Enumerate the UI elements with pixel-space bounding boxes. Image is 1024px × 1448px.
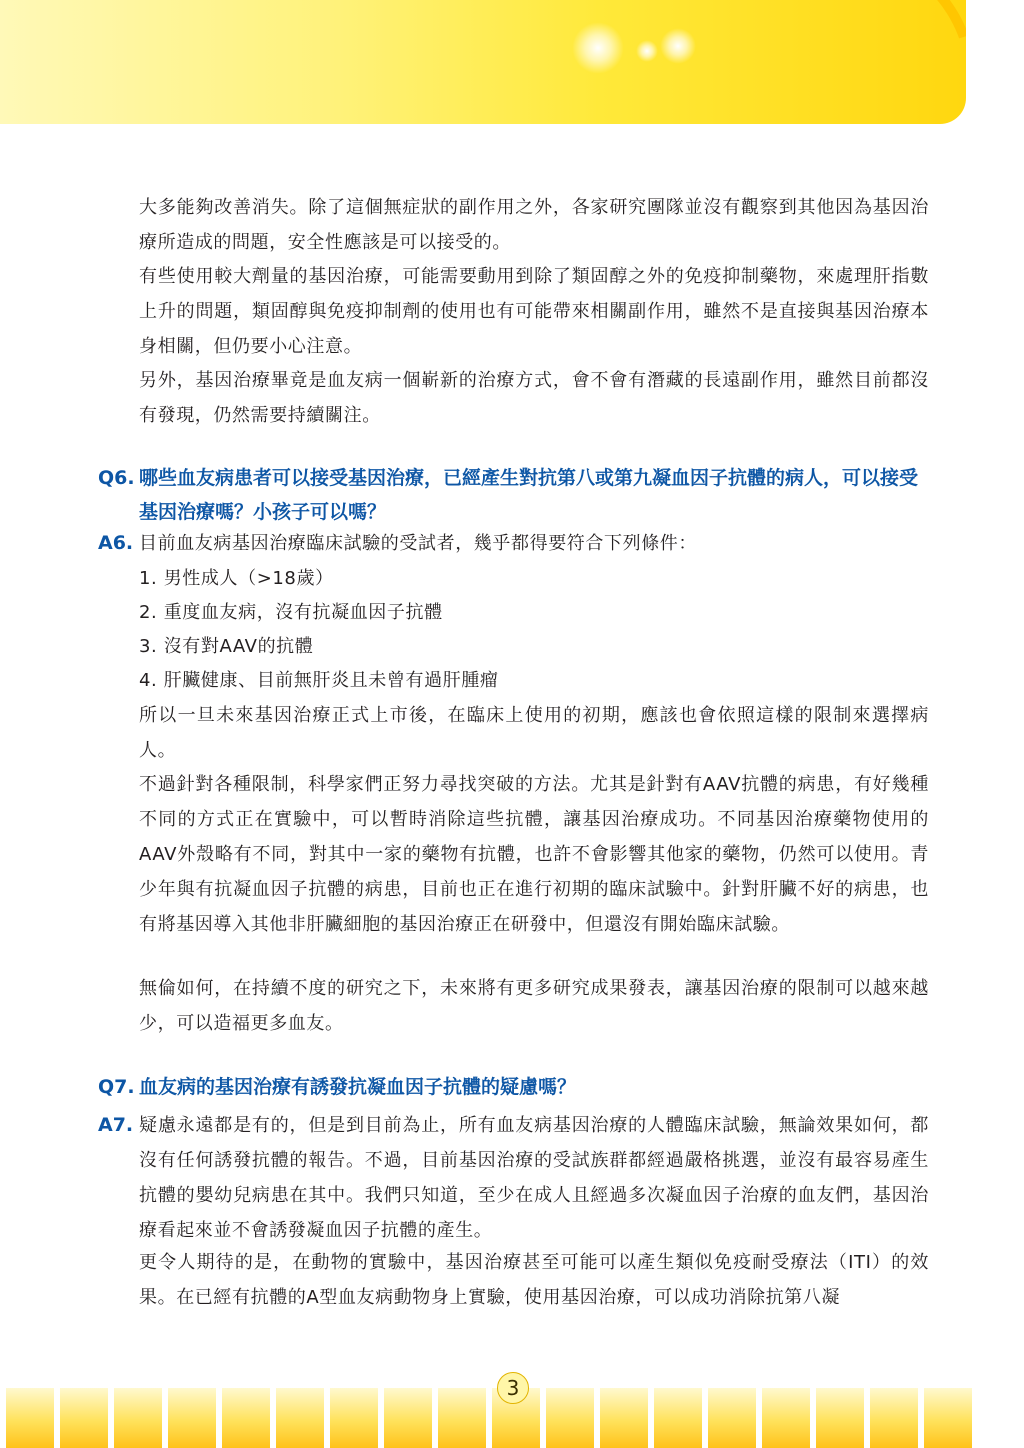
answer-paragraph: 疑慮永遠都是有的，但是到目前為止，所有血友病基因治療的人體臨床試驗，無論效果如何，都沒有任何誘發抗體的報告。不過，目前基因治療的受試族群都經過嚴格挑選，並沒有最容易產生抗體的嬰幼兒病患在其中。我們只知道，至少在成人且經過多次凝血因子治療的血友們，基因治療看起來並不會誘發凝血因子抗體的產生。: [139, 1115, 929, 1241]
footer-stripe: [762, 1388, 810, 1448]
question-text: 血友病的基因治療有誘發抗凝血因子抗體的疑慮嗎？: [139, 1076, 577, 1098]
footer-stripe: [708, 1388, 756, 1448]
footer-stripe: [654, 1388, 702, 1448]
answer-paragraph: 無倫如何，在持續不度的研究之下，未來將有更多研究成果發表，讓基因治療的限制可以越來越少，可以造福更多血友。: [139, 978, 929, 1034]
footer-stripe: [222, 1388, 270, 1448]
continuation-paragraph: 有些使用較大劑量的基因治療，可能需要動用到除了類固醇之外的免疫抑制藥物，來處理肝指數上升的問題，類固醇與免疫抑制劑的使用也有可能帶來相關副作用，雖然不是直接與基因治療本身相關，但仍要小心注意。: [139, 266, 929, 357]
condition-list-item: 2. 重度血友病，沒有抗凝血因子抗體: [139, 602, 443, 623]
footer-stripe: [816, 1388, 864, 1448]
footer-stripe: [6, 1388, 54, 1448]
continuation-paragraph: 另外，基因治療畢竟是血友病一個嶄新的治療方式，會不會有潛藏的長遠副作用，雖然目前都沒有發現，仍然需要持續關注。: [139, 370, 929, 426]
condition-list-item: 4. 肝臟健康、目前無肝炎且未曾有過肝腫瘤: [139, 670, 499, 691]
footer-stripe: [870, 1388, 918, 1448]
question-label: Q6.: [98, 467, 135, 489]
page-number: 3: [497, 1372, 529, 1404]
question-heading-q7: [98, 1070, 930, 1104]
footer-stripe: [546, 1388, 594, 1448]
footer-stripe: [60, 1388, 108, 1448]
footer-stripe: [168, 1388, 216, 1448]
answer-paragraph: 不過針對各種限制，科學家們正努力尋找突破的方法。尤其是針對有AAV抗體的病患，有好幾種不同的方式正在實驗中，可以暫時消除這些抗體，讓基因治療成功。不同基因治療藥物使用的AAV外殼略有不同，對其中一家的藥物有抗體，也許不會影響其他家的藥物，仍然可以使用。青少年與有抗凝血因子抗體的病患，目前也正在進行初期的臨床試驗中。針對肝臟不好的病患，也有將基因導入其他非肝臟細胞的基因治療正在研發中，但還沒有開始臨床試驗。: [139, 774, 929, 935]
header-banner: [0, 0, 966, 124]
footer-stripe: [276, 1388, 324, 1448]
question-text: 哪些血友病患者可以接受基因治療，已經產生對抗第八或第九凝血因子抗體的病人，可以接受基因治療嗎？小孩子可以嗎？: [139, 467, 919, 523]
footer-stripe: [384, 1388, 432, 1448]
footer-stripe: [924, 1388, 972, 1448]
footer-stripe: [600, 1388, 648, 1448]
condition-list-item: 1. 男性成人（>18歲）: [139, 568, 334, 589]
answer-label-a6: A6.: [98, 532, 134, 554]
question-heading-q6: [98, 461, 930, 529]
answer-intro: 目前血友病基因治療臨床試驗的受試者，幾乎都得要符合下列條件：: [139, 533, 697, 554]
question-label: Q7.: [98, 1076, 135, 1098]
answer-paragraph: 更令人期待的是，在動物的實驗中，基因治療甚至可能可以產生類似免疫耐受療法（ITI）的效果。在已經有抗體的A型血友病動物身上實驗，使用基因治療，可以成功消除抗第八凝: [139, 1252, 929, 1308]
light-glow-decoration: [572, 22, 624, 74]
continuation-paragraph: 大多能夠改善消失。除了這個無症狀的副作用之外，各家研究團隊並沒有觀察到其他因為基因治療所造成的問題，安全性應該是可以接受的。: [139, 197, 929, 253]
condition-list-item: 3. 沒有對AAV的抗體: [139, 636, 314, 657]
light-glow-decoration: [636, 40, 658, 62]
footer-stripe: [438, 1388, 486, 1448]
answer-label-a7: A7.: [98, 1114, 134, 1136]
light-glow-decoration: [660, 28, 696, 64]
answer-paragraph: 所以一旦未來基因治療正式上市後，在臨床上使用的初期，應該也會依照這樣的限制來選擇病人。: [139, 705, 929, 761]
footer-stripe: [330, 1388, 378, 1448]
footer-stripe: [114, 1388, 162, 1448]
